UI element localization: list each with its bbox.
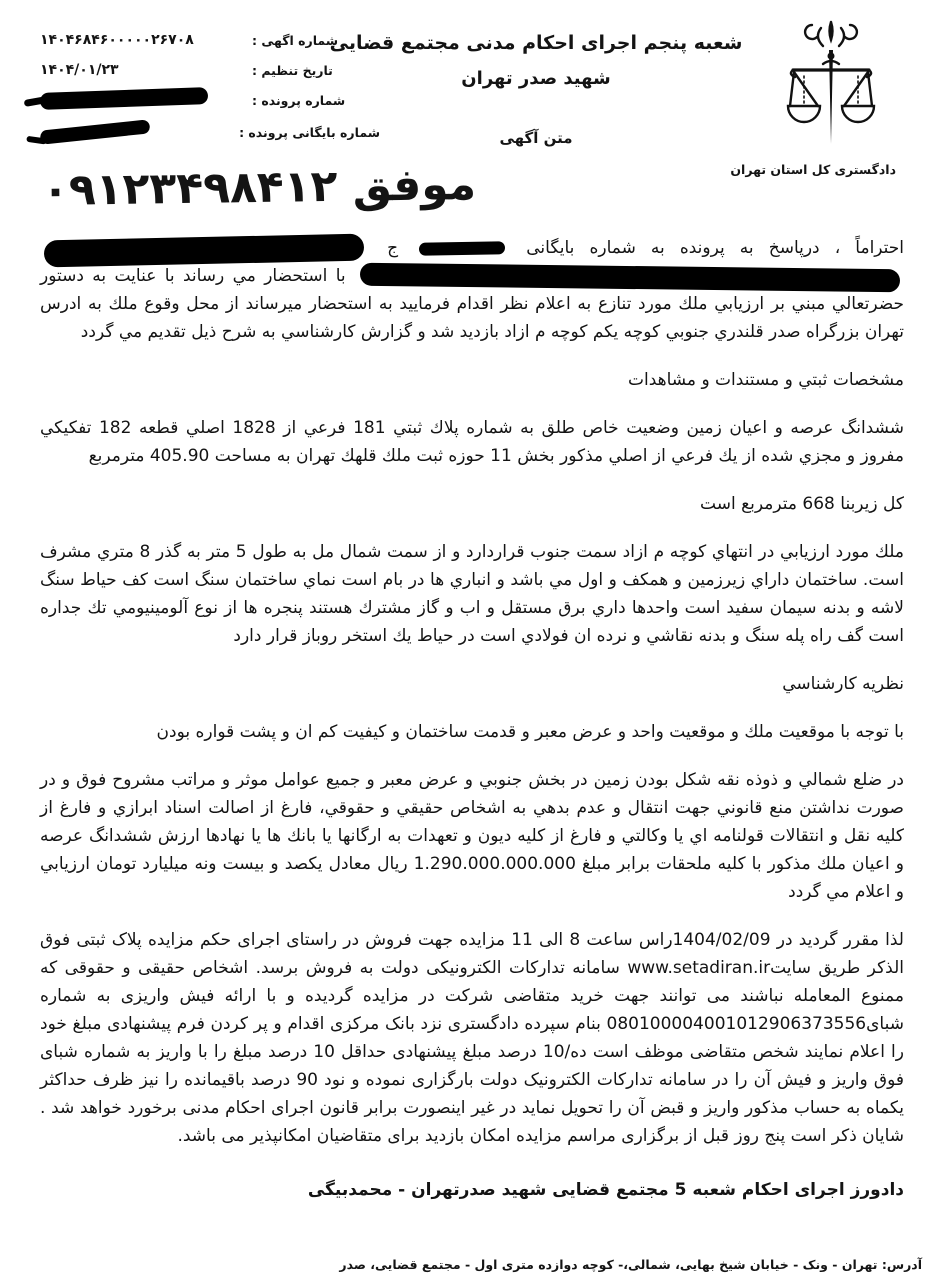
- officer-signature-line: دادورز اجرای احکام شعبه 5 مجتمع قضایی شهید صدرتهران - محمدبیگی: [307, 1180, 904, 1200]
- redaction-mark: [44, 233, 364, 267]
- intro-text-before: احتراماً ، درپاسخ به پرونده به شماره بایگانی: [526, 238, 905, 258]
- handwritten-phone-note: موفق ۰۹۱۲۳۴۹۸۴۱۲: [41, 158, 477, 217]
- redaction-mark: [360, 263, 900, 293]
- intro-paragraph: [40, 234, 904, 346]
- meta-row-case-number: [40, 90, 380, 111]
- justice-department-caption: دادگستری کل استان تهران: [730, 162, 896, 177]
- doc-type-label: متن آگهی: [499, 129, 573, 148]
- date-label: تاریخ تنظیم :: [252, 62, 333, 78]
- archive-number-redaction: [40, 121, 252, 143]
- notice-body: [40, 234, 904, 1204]
- property-description-paragraph: ملك مورد ارزیابي در انتهاي کوچه م ازاد سمت جنوب قراردارد و از سمت شمال مل به طول 5 متر به گذر 8 متري مشرف است. ساختمان داراي زیرزمین و همکف و اول مي باشد و انباري ها در بام است نماي ساختمان سنگ است کف حیاط سنگ لاشه و بدنه سیمان سفید است واحدها داري برق مستقل و اب و گاز مشترك هستند پنجره ها از نوع آلومینیومي تك جداره است گف راه پله سنگ و بدنه نقاشي و نرده ان فولادي است در حیاط یك استخر روباز قرار دارد: [40, 542, 904, 646]
- date-value: ۱۴۰۴/۰۱/۲۳: [40, 62, 119, 78]
- intro-text-after: با استحضار مي رساند با عنایت به دستور حضرتعالي مبني بر ارزیابي ملك مورد تنازع به اعلام نظر اقدام فرمایید به استحضار میرساند از محل وقوع ملك به ادرس تهران بزرگراه صدر قلندري جنوبي کوچه یکم کوچه م ازاد بازدید شد و گزارش کارشناسي به شرح ذیل تقدیم مي گردد: [40, 266, 904, 342]
- auction-terms-paragraph: لذا مقرر گردید در 1404/02/09راس ساعت 8 الی 11 مزایده جهت فروش در راستای اجرای حکم مزایده پلاک ثبتی فوق الذکر طریق سایتwww.setadiran.ir سامانه تدارکات الکترونیکی دولت به فروش برسد. اشخاص حقیقی و حقوقی که ممنوع المعامله نباشند می توانند جهت خرید متقاضی شرکت در مزایده گردیده و با ارائه فیش واریزی به شماره شبای080100004001012906373556 بنام سپرده دادگستری نزد بانک مرکزی اقدام و پر کردن فرم پیشنهادی مبلغ خود را اعلام نمایند شخص متقاضی موظف است ده/10 درصد مبلغ پیشنهادی حداقل 10 درصد مبلغ را با واریز به شماره شبای فوق واریز و فیش آن را در سامانه تدارکات الکترونیک دولت بارگزاری نموده و نود 90 درصد باقیمانده را نیز ظرف حداکثر یکماه به حساب مذکور واریز و قبض آن را تحویل نماید در غیر اینصورت برابر قانون اجرای احکام مدنی برخورد خواهد شد . شایان ذکر است پنج روز قبل از برگزاری مراسم مزایده امکان بازدید برای متقاضیان امکانپذیر می باشد.: [40, 930, 904, 1146]
- valuation-paragraph: در ضلع شمالي و ذوذه نقه شکل بودن زمین در بخش جنوبي و عرض معبر و جمیع عوامل موثر و مراتب مشروح فوق و در صورت نداشتن منع قانوني جهت انتقال و عدم بدهي به اشخاص حقیقي و حقوقي، فارغ از اصالت اسناد ابرازي و فارغ از کلیه نقل و انتقالات قولنامه اي یا وکالتي و فارغ از کلیه دیون و تعهدات به ارگانها یا بانك ها یا نهادها ارزش ششدانگ عرصه و اعیان ملك مذکور با کلیه ملحقات برابر مبلغ 1.290.000.000.000 ریال معادل یکصد و بیست ونه میلیارد تومان ارزیابي و اعلام مي گردد: [40, 770, 904, 902]
- redaction-mark: [40, 119, 151, 144]
- meta-fields-block: [40, 30, 380, 153]
- meta-row-archive-number: [40, 121, 380, 143]
- jim-letter: ج: [387, 238, 399, 258]
- emblem-block: [730, 18, 896, 177]
- org-name-line1: شعبه پنجم اجرای احکام مدنی مجتمع قضایی: [329, 32, 743, 54]
- registry-specs-paragraph: ششدانگ عرصه و اعیان زمین وضعیت خاص طلق به شماره پلاك ثبتي 181 فرعي از 1828 اصلي قطعه 182 تفکیکي مفروز و مجزي شده از یك فرعي از اصلي مذکور بخش 11 حوزه ثبت ملك قلهك تهران به مساحت 405.90 مترمربع: [40, 418, 904, 466]
- notice-number-label: شماره اگهی :: [252, 32, 339, 48]
- scales-of-justice-icon: [779, 18, 883, 154]
- meta-row-date: [40, 60, 380, 80]
- expert-opinion-intro-line: با توجه با موقعیت ملك و موقعیت واحد و عرض معبر و قدمت ساختمان و کیفیت کم ان و پشت قواره بودن: [156, 722, 904, 742]
- section-title-registry-specs: مشخصات ثبتي و مستندات و مشاهدات: [627, 370, 904, 390]
- footer-address: آدرس: تهران - ونک - خیابان شیخ بهایی، شمالی،- کوچه دوازده متری اول - مجتمع قضایی، صدر: [339, 1257, 922, 1272]
- notice-number-value: ۱۴۰۴۶۸۴۶۰۰۰۰۰۲۶۷۰۸: [40, 32, 194, 48]
- case-number-label: شماره پرونده :: [252, 93, 346, 108]
- archive-number-label: شماره بایگانی پرونده :: [239, 124, 380, 140]
- total-area-line: کل زیربنا 668 مترمربع است: [700, 494, 904, 514]
- case-number-redaction: [40, 90, 252, 111]
- redaction-mark: [419, 241, 505, 255]
- meta-row-notice-number: [40, 30, 380, 50]
- org-name-line2: شهید صدر تهران: [461, 68, 611, 90]
- redaction-mark: [40, 87, 208, 110]
- section-title-expert-opinion: نظریه کارشناسي: [782, 674, 904, 694]
